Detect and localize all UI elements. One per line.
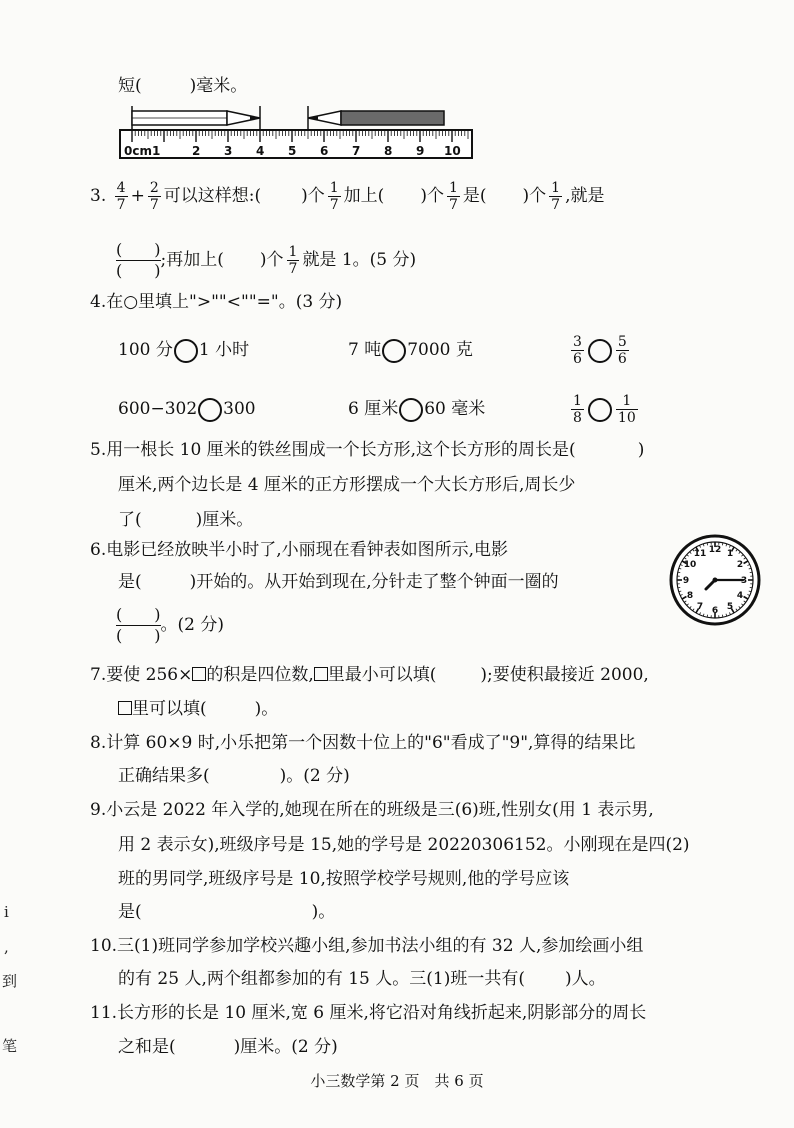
ruler-label: 2 <box>192 144 201 158</box>
fraction: $\frac{1}{8}$ <box>573 393 582 426</box>
clock-number: 6 <box>711 606 719 616</box>
q9-line4: 是( )。 <box>118 902 336 922</box>
fraction: $\frac{1}{10}$ <box>617 393 636 426</box>
clock-tick <box>707 615 708 617</box>
ruler-label: 10 <box>444 144 461 158</box>
q4-r2-b: 6 厘米 60 毫米 <box>348 397 485 422</box>
clock-number: 12 <box>708 545 722 555</box>
compare-circle[interactable] <box>174 339 198 363</box>
edge-char: 到 <box>2 972 18 990</box>
q9-line3: 班的男同学,班级序号是 10,按照学校学号规则,他的学号应该 <box>118 869 570 889</box>
ruler-label: 3 <box>224 144 233 158</box>
clock-number: 7 <box>696 602 704 612</box>
compare-circle[interactable] <box>382 339 406 363</box>
fraction: $\frac{5}{6}$ <box>617 334 627 367</box>
clock-tick <box>722 543 723 545</box>
q7-line1: 7.要使 256× 的积是四位数, 里最小可以填( );要使积最接近 2000, <box>90 665 649 685</box>
fraction: $\frac{1}{7}$ <box>551 180 561 213</box>
compare-circle[interactable] <box>588 339 612 363</box>
blank-fraction[interactable]: $\frac{( )}{( )}$ <box>116 605 161 645</box>
clock-number: 3 <box>740 576 748 586</box>
q8-line2: 正确结果多( )。(2 分) <box>118 766 350 786</box>
q4-r1-a: 100 分 1 小时 <box>118 338 249 363</box>
blank-fraction[interactable]: $\frac{( )}{( )}$ <box>116 240 161 280</box>
clock-number: 2 <box>736 560 744 570</box>
ruler-label: 0cm1 <box>124 144 161 158</box>
q4-r1-c <box>568 334 632 367</box>
fraction: $\frac{1}{7}$ <box>448 180 458 213</box>
clock-tick <box>750 572 752 573</box>
q5-line2: 厘米,两个边长是 4 厘米的正方形摆成一个大长方形后,周长少 <box>118 475 576 495</box>
q4-title: 4.在○里填上">""<""="。(3 分) <box>90 292 343 312</box>
q2-tail: 短( )毫米。 <box>118 76 248 96</box>
q4-r1-b: 7 吨 7000 克 <box>348 338 473 363</box>
answer-box <box>118 701 132 715</box>
answer-box <box>314 667 328 681</box>
clock-tick <box>750 587 752 588</box>
fraction: $\frac{2}{7}$ <box>149 180 159 213</box>
clock-number: 4 <box>736 591 744 601</box>
compare-circle[interactable] <box>198 398 222 422</box>
q11-line2: 之和是( )厘米。(2 分) <box>118 1037 338 1057</box>
clock-tick <box>678 572 680 573</box>
q11-line1: 11.长方形的长是 10 厘米,宽 6 厘米,将它沿对角线折起来,阴影部分的周长 <box>90 1003 647 1023</box>
q9-line1: 9.小云是 2022 年入学的,她现在所在的班级是三(6)班,性别女(用 1 表示男, <box>90 800 654 820</box>
q10-line2: 的有 25 人,两个组都参加的有 15 人。三(1)班一共有( )人。 <box>118 969 606 989</box>
left-pencil-icon <box>132 111 260 125</box>
fraction: $\frac{1}{7}$ <box>288 244 298 277</box>
q10-line1: 10.三(1)班同学参加学校兴趣小组,参加书法小组的有 32 人,参加绘画小组 <box>90 936 644 956</box>
clock-tick <box>707 543 708 545</box>
q4-r2-c <box>568 393 641 426</box>
clock-icon <box>668 533 762 627</box>
ruler-label: 4 <box>256 144 265 158</box>
q6-line3: $\frac{( )}{( )}$ 。(2 分) <box>116 605 224 645</box>
compare-circle[interactable] <box>588 398 612 422</box>
q8-line1: 8.计算 60×9 时,小乐把第一个因数十位上的"6"看成了"9",算得的结果比 <box>90 733 636 753</box>
q3-line2: $\frac{( )}{( )}$ ;再加上( )个 $\frac{1}{7}$ 就是 1。(5 分) <box>116 240 417 280</box>
clock-number: 8 <box>686 591 694 601</box>
edge-char: , <box>4 938 9 956</box>
edge-char: i <box>4 903 9 921</box>
q5-line3: 了( )厘米。 <box>118 510 254 530</box>
ruler-label: 6 <box>320 144 329 158</box>
q3-line1: 3. $\frac{4}{7}$ + $\frac{2}{7}$ 可以这样想:( )个 $\frac{1}{7}$ 加上( )个 $\frac{1}{7}$ 是( )个 $\frac{1}{7}$ ,就是 <box>90 180 605 213</box>
q9-line2: 用 2 表示女),班级序号是 15,她的学号是 20220306152。小刚现在是四(2) <box>118 835 690 855</box>
answer-box[interactable] <box>192 667 206 681</box>
ruler-label: 7 <box>352 144 361 158</box>
fraction: $\frac{4}{7}$ <box>116 180 126 213</box>
q7-line2: 里可以填( )。 <box>118 697 278 721</box>
edge-char: 笔 <box>2 1037 18 1055</box>
clock-number: 5 <box>726 602 734 612</box>
ruler-label: 8 <box>384 144 393 158</box>
clock-number: 1 <box>726 549 734 559</box>
right-pencil-icon <box>308 111 444 125</box>
page-footer: 小三数学第 2 页 共 6 页 <box>310 1072 484 1090</box>
q5-line1: 5.用一根长 10 厘米的铁丝围成一个长方形,这个长方形的周长是( ) <box>90 440 645 460</box>
clock-number: 10 <box>683 560 697 570</box>
fraction: $\frac{3}{6}$ <box>573 334 582 367</box>
clock-number: 9 <box>682 576 690 586</box>
q6-line2: 是( )开始的。从开始到现在,分针走了整个钟面一圈的 <box>118 572 559 592</box>
fraction: $\frac{1}{7}$ <box>329 180 339 213</box>
clock-tick <box>722 615 723 617</box>
ruler-figure <box>118 102 478 162</box>
compare-circle[interactable] <box>399 398 423 422</box>
clock-tick <box>678 587 680 588</box>
ruler-label: 5 <box>288 144 297 158</box>
ruler-label: 9 <box>416 144 425 158</box>
clock-number: 11 <box>693 549 707 559</box>
q4-r2-a: 600−302 300 <box>118 397 256 422</box>
q6-line1: 6.电影已经放映半小时了,小丽现在看钟表如图所示,电影 <box>90 540 509 560</box>
